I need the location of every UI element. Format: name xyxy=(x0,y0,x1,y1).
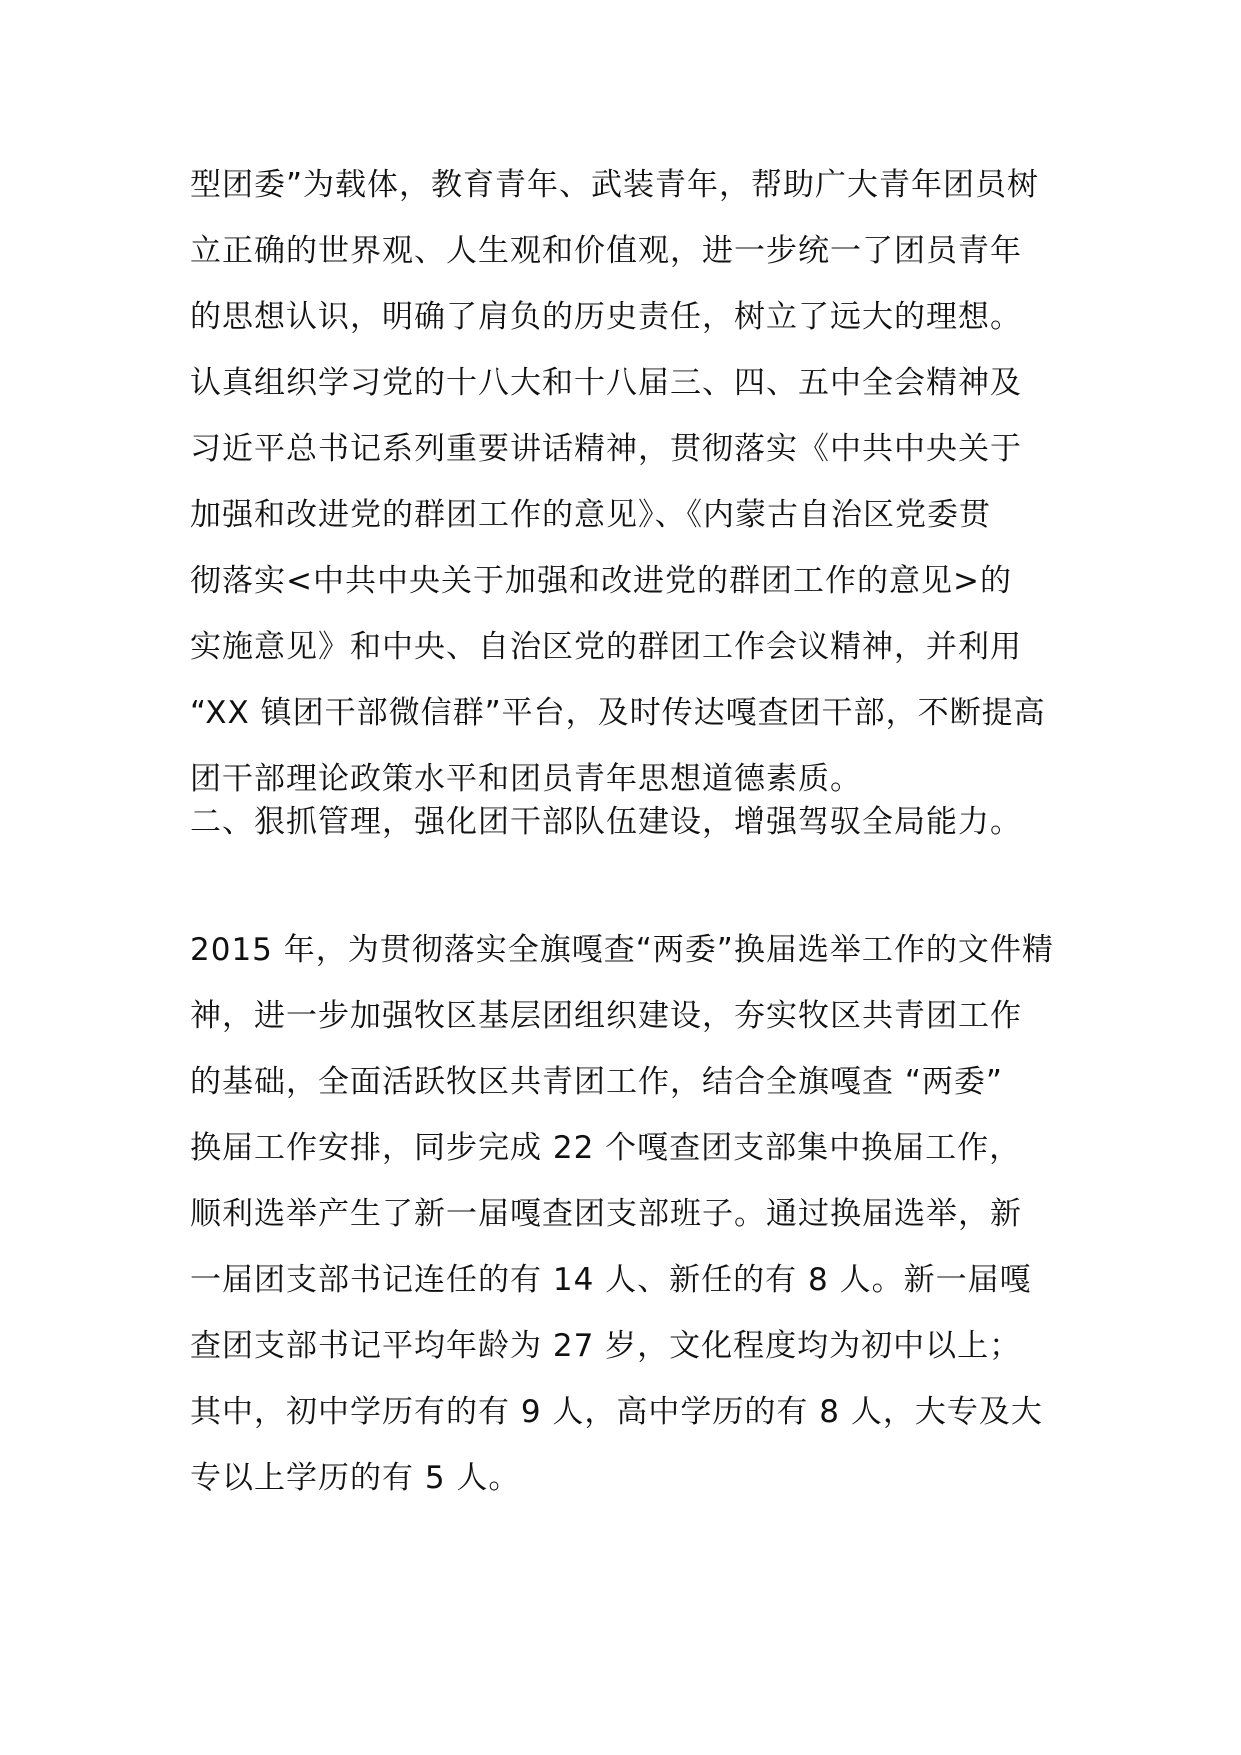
paragraph-line: 彻落实<中共中央关于加强和改进党的群团工作的意见>的 xyxy=(190,563,1012,599)
paragraph-line: “XX 镇团干部微信群”平台，及时传达嘎查团干部，不断提高 xyxy=(190,695,1046,731)
paragraph-line: 换届工作安排，同步完成 22 个嘎查团支部集中换届工作， xyxy=(190,1130,1022,1166)
paragraph-line: 认真组织学习党的十八大和十八届三、四、五中全会精神及 xyxy=(190,365,1022,401)
paragraph-line: 实施意见》和中央、自治区党的群团工作会议精神，并利用 xyxy=(190,629,1022,665)
paragraph-line: 顺利选举产生了新一届嘎查团支部班子。通过换届选举，新 xyxy=(190,1196,1022,1232)
paragraph-line: 习近平总书记系列重要讲话精神，贯彻落实《中共中央关于 xyxy=(190,431,1022,467)
paragraph-1 xyxy=(190,152,1070,812)
paragraph-line: 查团支部书记平均年龄为 27 岁，文化程度均为初中以上； xyxy=(190,1328,1022,1364)
paragraph-2 xyxy=(190,917,1070,1511)
paragraph-line: 型团委”为载体，教育青年、武装青年，帮助广大青年团员树 xyxy=(190,167,1040,203)
paragraph-line: 团干部理论政策水平和团员青年思想道德素质。 xyxy=(190,761,862,797)
paragraph-line: 2015 年，为贯彻落实全旗嘎查“两委”换届选举工作的文件精 xyxy=(190,932,1054,968)
paragraph-line: 神，进一步加强牧区基层团组织建设，夯实牧区共青团工作 xyxy=(190,998,1022,1034)
paragraph-line: 专以上学历的有 5 人。 xyxy=(190,1460,521,1496)
paragraph-line: 立正确的世界观、人生观和价值观，进一步统一了团员青年 xyxy=(190,233,1022,269)
paragraph-line: 的基础，全面活跃牧区共青团工作，结合全旗嘎查 “两委” xyxy=(190,1064,1003,1100)
paragraph-line: 其中，初中学历有的有 9 人，高中学历的有 8 人，大专及大 xyxy=(190,1394,1043,1430)
paragraph-line: 一届团支部书记连任的有 14 人、新任的有 8 人。新一届嘎 xyxy=(190,1262,1032,1298)
paragraph-line: 加强和改进党的群团工作的意见》、《内蒙古自治区党委贯 xyxy=(190,497,991,533)
paragraph-line: 的思想认识，明确了肩负的历史责任，树立了远大的理想。 xyxy=(190,299,1022,335)
section-heading-text: 二、狠抓管理，强化团干部队伍建设，增强驾驭全局能力。 xyxy=(190,804,1022,840)
section-heading-2 xyxy=(190,789,1070,855)
